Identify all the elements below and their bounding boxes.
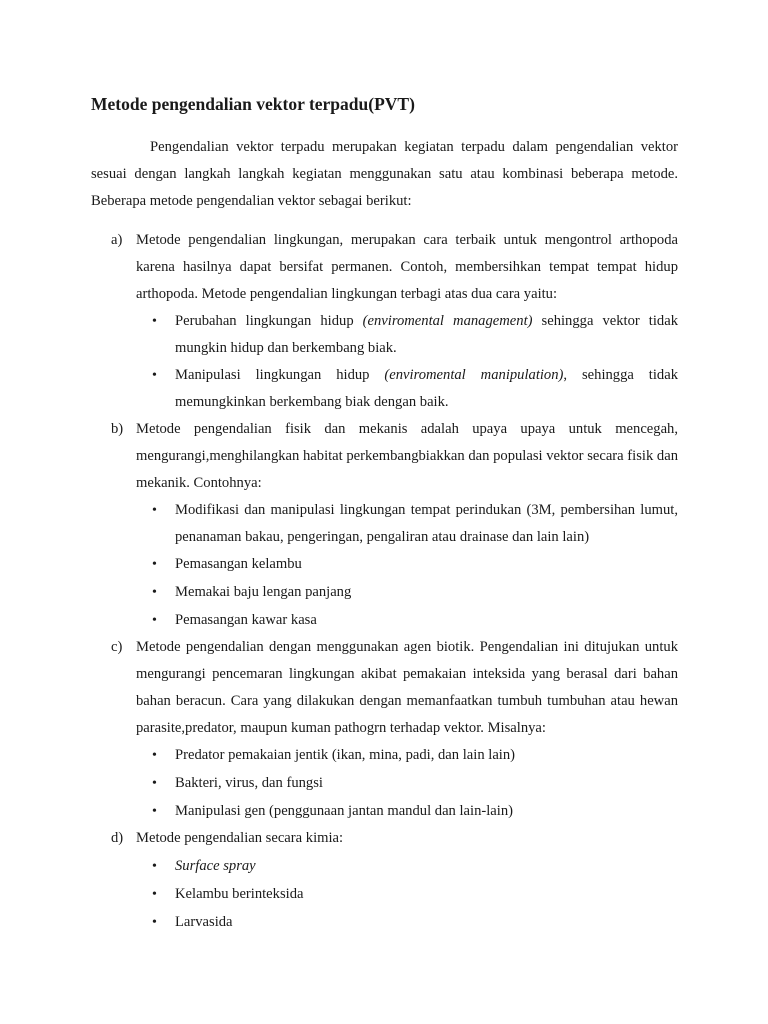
bullet-icon: • xyxy=(152,503,157,518)
list-item-a-text: Metode pengendalian lingkungan, merupakan cara terbaik untuk mengontrol arthopoda karena hasilnya dapat bersifat permanen. Contoh, membersihkan tempat tempat hidup arthopoda. Metode pengendalian lingkungan terbagi atas dua cara yaitu: xyxy=(136,232,678,302)
bullet-item: • Modifikasi dan manipulasi lingkungan tempat perindukan (3M, pembersihan lumut, penanaman bakau, pengeringan, pengaliran atau drainase dan lain lain) xyxy=(175,497,678,551)
bullet-item: • Manipulasi gen (penggunaan jantan mandul dan lain-lain) xyxy=(175,798,678,825)
bullet-icon: • xyxy=(152,314,157,329)
list-item-b-text: Metode pengendalian fisik dan mekanis adalah upaya upaya untuk mencegah, mengurangi,menghilangkan habitat perkembangbiakkan dan populasi vektor secara fisik dan mekanik. Contohnya: xyxy=(136,421,678,491)
bullet-icon: • xyxy=(152,585,157,600)
bullet-icon: • xyxy=(152,915,157,930)
list-item-d xyxy=(111,825,678,852)
bullet-icon: • xyxy=(152,748,157,763)
bullet-icon: • xyxy=(152,776,157,791)
bullet-item: • Memakai baju lengan panjang xyxy=(175,579,678,606)
bullet-item: • Bakteri, virus, dan fungsi xyxy=(175,770,678,797)
bullet-item: • Predator pemakaian jentik (ikan, mina, padi, dan lain lain) xyxy=(175,742,678,769)
bullet-icon: • xyxy=(152,368,157,383)
list-marker-a: a) xyxy=(111,232,123,248)
bullet-icon: • xyxy=(152,613,157,628)
page-title: Metode pengendalian vektor terpadu(PVT) xyxy=(91,94,415,114)
list-marker-d: d) xyxy=(111,830,124,846)
bullet-item: • Larvasida xyxy=(175,909,678,936)
bullet-item: • Perubahan lingkungan hidup (enviromental management) sehingga vektor tidak mungkin hidup dan berkembang biak. xyxy=(175,308,678,362)
bullet-item: • Kelambu berinteksida xyxy=(175,881,678,908)
list-item-d-text: Metode pengendalian secara kimia: xyxy=(136,830,344,846)
bullet-icon: • xyxy=(152,804,157,819)
bullet-item: • Pemasangan kelambu xyxy=(175,551,678,578)
list-marker-c: c) xyxy=(111,639,123,655)
list-item-b xyxy=(111,416,678,497)
list-item-c-text: Metode pengendalian dengan menggunakan agen biotik. Pengendalian ini ditujukan untuk mengurangi pencemaran lingkungan akibat pemakaian inteksida yang berasal dari bahan bahan beracun. Cara yang dilakukan dengan memanfaatkan tumbuh tumbuhan atau hewan parasite,predator, maupun kuman pathogrn terhadap vektor. Misalnya: xyxy=(136,639,678,736)
bullet-item: • Surface spray xyxy=(175,853,678,880)
bullet-icon: • xyxy=(152,887,157,902)
bullet-item: • Manipulasi lingkungan hidup (enviromental manipulation), sehingga tidak memungkinkan berkembang biak dengan baik. xyxy=(175,362,678,416)
list-item-a xyxy=(111,227,678,308)
list-item-c xyxy=(111,634,678,742)
intro-paragraph: Pengendalian vektor terpadu merupakan kegiatan terpadu dalam pengendalian vektor sesuai dengan langkah langkah kegiatan menggunakan satu atau kombinasi beberapa metode. Beberapa metode pengendalian vektor sebagai berikut: xyxy=(91,139,678,209)
bullet-icon: • xyxy=(152,859,157,874)
bullet-icon: • xyxy=(152,557,157,572)
list-marker-b: b) xyxy=(111,421,124,437)
bullet-item: • Pemasangan kawar kasa xyxy=(175,607,678,634)
